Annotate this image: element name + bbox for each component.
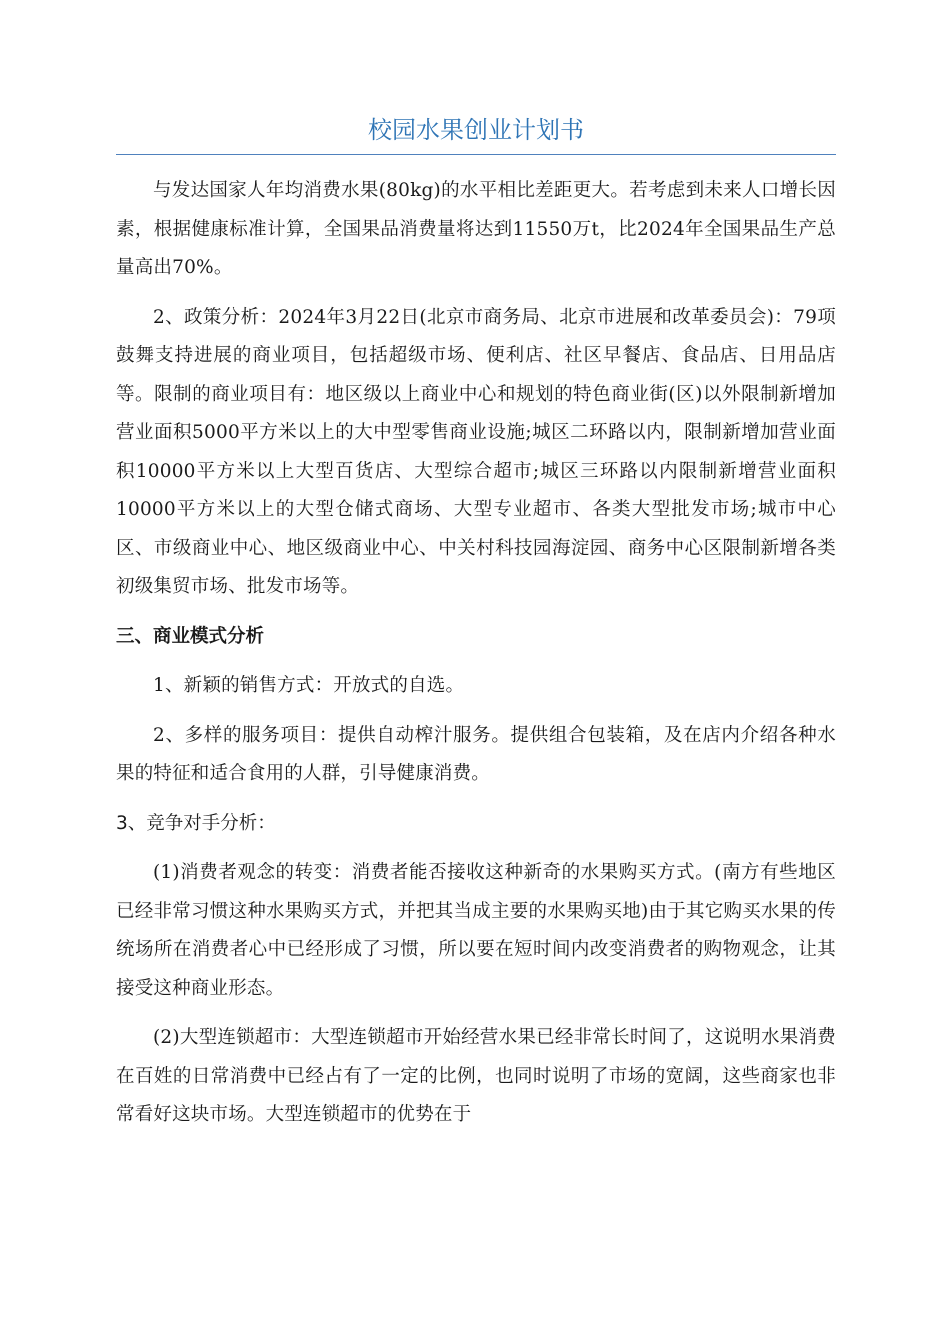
list-item-sales-method: 1、新颖的销售方式：开放式的自选。: [153, 675, 465, 696]
paragraph-policy-analysis: 2、政策分析：2024年3月22日(北京市商务局、北京市进展和改革委员会)：79项鼓舞支持进展的商业项目，包括超级市场、便利店、社区早餐店、食品店、日用品店等。限制的商业项目有：地区级以上商业中心和规划的特色商业街(区)以外限制新增加营业面积5000平方米以上的大中型零售商业设施;城区二环路以内，限制新增加营业面积10000平方米以上大型百货店、大型综合超市;城区三环路以内限制新增营业面积10000平方米以上的大型仓储式商场、大型专业超市、各类大型批发市场;城市中心区、市级商业中心、地区级商业中心、中关村科技园海淀园、商务中心区限制新增各类初级集贸市场、批发市场等。: [116, 306, 836, 597]
title-underline: [116, 154, 836, 155]
section-heading-competition: 3、竞争对手分析：: [116, 812, 276, 834]
list-item-consumer-mindset: (1)消费者观念的转变：消费者能否接收这种新奇的水果购买方式。(南方有些地区已经非常习惯这种水果购买方式，并把其当成主要的水果购买地)由于其它购买水果的传统场所在消费者心中已经形成了习惯，所以要在短时间内改变消费者的购物观念，让其接受这种商业形态。: [116, 862, 836, 999]
document-title: 校园水果创业计划书: [368, 116, 584, 144]
list-item-services: 2、多样的服务项目：提供自动榨汁服务。提供组合包装箱，及在店内介绍各种水果的特征和适合食用的人群，引导健康消费。: [116, 724, 836, 784]
section-heading-business-model: 三、商业模式分析: [116, 625, 265, 647]
paragraph-consumption: 与发达国家人年均消费水果(80kg)的水平相比差距更大。若考虑到未来人口增长因素，根据健康标准计算，全国果品消费量将达到11550万t，比2024年全国果品生产总量高出70%。: [116, 180, 836, 278]
list-item-chain-supermarkets: (2)大型连锁超市：大型连锁超市开始经营水果已经非常长时间了，这说明水果消费在百姓的日常消费中已经占有了一定的比例，也同时说明了市场的宽阔，这些商家也非常看好这块市场。大型连锁超市的优势在于: [116, 1027, 836, 1125]
document-page: [116, 108, 836, 1135]
